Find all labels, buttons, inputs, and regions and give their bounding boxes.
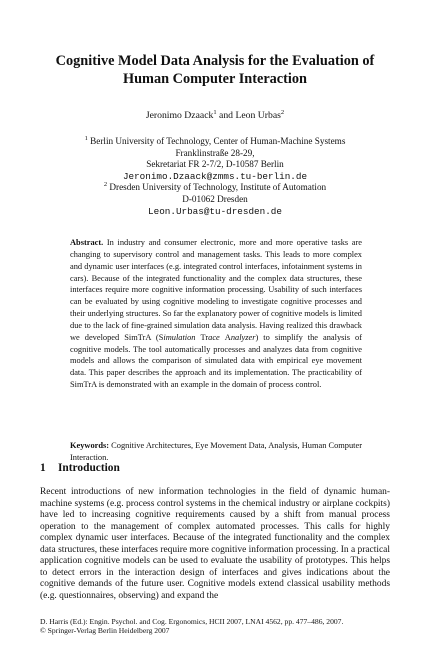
- introduction-paragraph: Recent introductions of new information technologies in the field of dynamic human-machine systems (e.g. process control systems in the chemical industry or airplane cockpits) have led to increasing cognitive requirements caused by a shift from manual process operation to the management of complex automated processes. This calls for highly complex dynamic user interfaces. Because of the integrated functionality and the complex data structures, these interfaces require more cognitive information processing. In a practical application cognitive models can be used to evaluate the usability of prototypes. This helps to detect errors in the interaction design of interfaces and gives indications about the cognitive demands of the future user. Cognitive models extend classical usability methods (e.g. questionnaires, observing) and expand the: [40, 487, 390, 601]
- abstract-text: ) to simplify the analysis of cognitive models. The tool automatically processes and analyzes data from cognitive models and allows the comparison of simulated data with empirical eye movement data. This paper describes the approach and its implementation. The practicability of SimTrA is demonstrated with an example in the domain of process control.: [70, 332, 362, 390]
- affiliation-mark: 2: [103, 181, 108, 189]
- acronym-letter: S: [158, 332, 164, 342]
- author-list: [40, 110, 390, 121]
- author-name: Jeronimo Dzaack: [145, 110, 214, 121]
- author-email: Jeronimo.Dzaack@zmms.tu-berlin.de: [122, 170, 308, 182]
- footer-copyright: © Springer-Verlag Berlin Heidelberg 2007: [40, 626, 170, 636]
- author-email: Leon.Urbas@tu-dresden.de: [148, 205, 282, 217]
- section-number: 1: [40, 462, 46, 474]
- abstract-text: In industry and consumer electronic, more and more operative tasks are changing to supervisory control and management tasks. This leads to more complex and dynamic user interfaces (e.g. integrated control interfaces, infotainment systems in cars). Because of the integrated functionality and the complex data structures, these interfaces require more cognitive information processing. Usability of such interfaces can be evaluated by using cognitive modeling to investigate cognitive processes and their underlying structures. So far the explanatory power of cognitive models is limited due to the lack of fine-grained simulation data analysis. Having realized this drawback we developed SimTrA (: [70, 238, 362, 342]
- author-affiliation-mark: 1: [213, 108, 217, 116]
- acronym-letter: Tr: [200, 332, 209, 342]
- acronym-word: nalyzer: [230, 332, 256, 342]
- affiliation-mark: 1: [84, 134, 88, 142]
- keywords-text: Cognitive Architectures, Eye Movement Data, Analysis, Human Computer Interaction.: [70, 441, 362, 462]
- affiliations: [40, 136, 390, 217]
- author-conjunction: and: [216, 110, 236, 121]
- affiliation-text: Dresden University of Technology, Institute of Automation: [107, 182, 327, 193]
- affiliation-address: Sekretariat FR 2-7/2, D-10587 Berlin: [146, 159, 284, 170]
- abstract-label: Abstract.: [70, 238, 104, 247]
- section-title: Introduction: [58, 462, 120, 474]
- keywords-label: Keywords:: [70, 441, 110, 450]
- title-line: Cognitive Model Data Analysis for the Evaluation of: [55, 53, 375, 69]
- affiliation-address: Franklinstraße 28-29,: [175, 147, 255, 158]
- acronym-word: ace: [208, 332, 225, 342]
- abstract: [70, 237, 362, 391]
- acronym-word: imulation: [163, 332, 201, 342]
- affiliation-text: Berlin University of Technology, Center of Human-Machine Systems: [87, 136, 346, 146]
- acronym-letter: A: [224, 332, 231, 342]
- affiliation-address: D-01062 Dresden: [182, 193, 248, 204]
- footer-reference: D. Harris (Ed.): Engin. Psychol. and Cog. Ergonomics, HCII 2007, LNAI 4562, pp. 477–486, 2007.: [40, 617, 344, 626]
- affiliation-1-heading: [40, 136, 390, 148]
- keywords: [70, 440, 362, 464]
- paper-title: [40, 52, 390, 88]
- title-line: Human Computer Interaction: [122, 71, 307, 87]
- author-name: Leon Urbas: [235, 110, 281, 121]
- footer-citation: [40, 617, 400, 635]
- section-heading: [40, 462, 120, 474]
- author-affiliation-mark: 2: [280, 108, 285, 116]
- affiliation-2-heading: [40, 182, 390, 194]
